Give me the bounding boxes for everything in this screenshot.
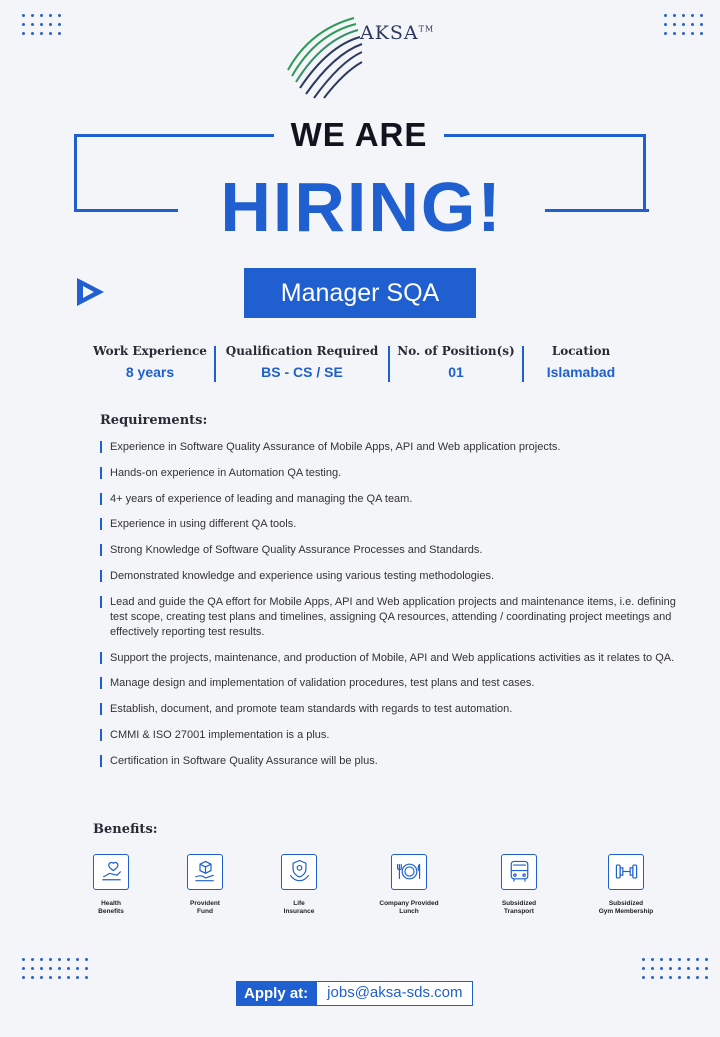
requirement-item: 4+ years of experience of leading and managing the QA team. bbox=[100, 492, 690, 507]
job-title-badge: Manager SQA bbox=[244, 268, 476, 318]
benefit-gym: Subsidized Gym Membership bbox=[581, 854, 671, 916]
benefit-life-insurance: Life Insurance bbox=[254, 854, 344, 916]
decorative-dots bbox=[642, 958, 708, 979]
fact-work-experience: Work Experience 8 years bbox=[93, 344, 207, 380]
fact-positions: No. of Position(s) 01 bbox=[397, 344, 515, 380]
apply-email-link[interactable]: jobs@aksa-sds.com bbox=[316, 981, 473, 1006]
dumbbell-icon bbox=[608, 854, 644, 890]
requirement-item: CMMI & ISO 27001 implementation is a plus. bbox=[100, 728, 690, 743]
requirement-item: Experience in Software Quality Assurance of Mobile Apps, API and Web application projects. bbox=[100, 440, 690, 455]
brand-name: AKSA™ bbox=[360, 22, 435, 44]
benefit-provident-fund: Provident Fund bbox=[160, 854, 250, 916]
decorative-dots bbox=[664, 14, 703, 35]
health-icon bbox=[93, 854, 129, 890]
life-insurance-icon bbox=[281, 854, 317, 890]
headline-we-are: WE ARE bbox=[274, 116, 444, 154]
apply-label: Apply at: bbox=[236, 981, 316, 1006]
benefits-heading: Benefits: bbox=[93, 822, 158, 837]
requirement-item: Hands-on experience in Automation QA testing. bbox=[100, 466, 690, 481]
benefit-lunch: Company Provided Lunch bbox=[364, 854, 454, 916]
requirements-heading: Requirements: bbox=[100, 413, 208, 428]
decorative-dots bbox=[22, 14, 61, 35]
lunch-icon bbox=[391, 854, 427, 890]
requirement-item: Experience in using different QA tools. bbox=[100, 517, 690, 532]
job-facts bbox=[86, 344, 646, 382]
requirements-list bbox=[100, 440, 690, 780]
benefit-health: Health Benefits bbox=[66, 854, 156, 916]
headline-frame-line bbox=[545, 209, 649, 212]
fact-qualification: Qualification Required BS - CS / SE bbox=[225, 344, 379, 380]
headline-hiring: HIRING! bbox=[178, 168, 545, 246]
play-arrow-icon bbox=[74, 276, 106, 308]
fact-location: Location Islamabad bbox=[546, 344, 616, 380]
decorative-dots bbox=[22, 958, 88, 979]
headline-frame-line bbox=[74, 209, 178, 212]
requirement-item: Demonstrated knowledge and experience using various testing methodologies. bbox=[100, 569, 690, 584]
benefit-transport: Subsidized Transport bbox=[474, 854, 564, 916]
requirement-item: Establish, document, and promote team standards with regards to test automation. bbox=[100, 702, 690, 717]
requirement-item: Strong Knowledge of Software Quality Assurance Processes and Standards. bbox=[100, 543, 690, 558]
apply-section bbox=[236, 981, 473, 1006]
requirement-item: Manage design and implementation of validation procedures, test plans and test cases. bbox=[100, 676, 690, 691]
bus-icon bbox=[501, 854, 537, 890]
provident-fund-icon bbox=[187, 854, 223, 890]
requirement-item: Certification in Software Quality Assurance will be plus. bbox=[100, 754, 690, 769]
requirement-item: Support the projects, maintenance, and production of Mobile, API and Web applications activities as it relates to QA. bbox=[100, 651, 690, 666]
requirement-item: Lead and guide the QA effort for Mobile Apps, API and Web application projects and maintenance items, i.e. defining test scope, creating test plans and timelines, assigning QA resources, attending / coordinating project meetings and effectively reporting test results. bbox=[100, 595, 690, 640]
